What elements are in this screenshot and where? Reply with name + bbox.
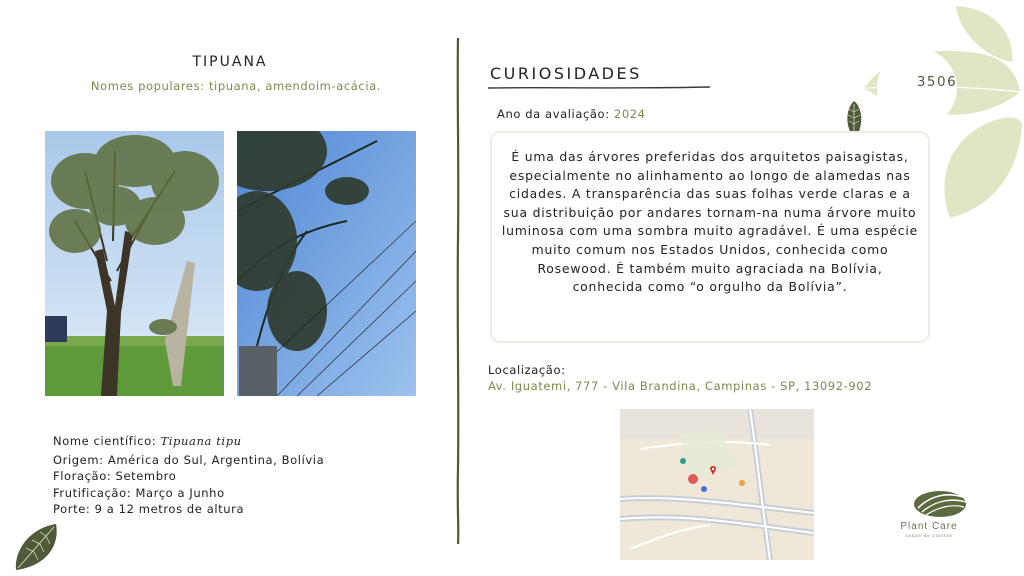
- origin-row: Origem: América do Sul, Argentina, Bolívia: [53, 452, 325, 467]
- curiosities-title: CURIOSIDADES: [490, 64, 642, 83]
- fruiting-row: Frutificação: Março a Junho: [53, 485, 225, 500]
- tree-photo-2: [237, 131, 416, 396]
- tree-facts: [53, 433, 324, 518]
- corner-leaf-icon: [12, 522, 60, 572]
- title-underline: [488, 85, 710, 91]
- tree-photo-1: [45, 131, 224, 396]
- popular-names-value: tipuana, amendoim-acácia.: [208, 79, 382, 93]
- brand-tagline: saúde de plantas: [905, 533, 953, 538]
- flowering-row: Floração: Setembro: [53, 469, 177, 483]
- location-map[interactable]: [620, 409, 814, 560]
- curiosities-text: É uma das árvores preferidas dos arquitetos paisagistas, especialmente no alinhamento ao longo de alamedas nas cidades. A transparência das suas folhas verde claras e a sua distribuição por andares tornam-na numa árvore muito luminosa com uma sombra muito agradável. É uma espécie muito comum nos Estados Unidos, conhecida como Rosewood. É também muito agraciada na Bolívia, conhecida como “o orgulho da Bolívia”.: [501, 149, 919, 295]
- evaluation-year-label: Ano da avaliação:: [497, 107, 610, 121]
- scientific-name-row: [53, 433, 324, 450]
- popular-names: [0, 79, 472, 93]
- popular-names-label: Nomes populares:: [90, 79, 205, 93]
- column-divider: [455, 38, 461, 544]
- plant-care-logo-icon: [912, 488, 970, 520]
- size-row: Porte: 9 a 12 metros de altura: [53, 502, 245, 516]
- scientific-name-label: Nome científico:: [53, 434, 157, 448]
- location-label: Localização:: [488, 363, 566, 377]
- brand-name: Plant Care: [900, 521, 958, 532]
- evaluation-number-badge: 3506: [916, 74, 958, 90]
- scientific-name-value: Tipuana tipu: [160, 434, 242, 448]
- location-address: Av. Iguatemi, 777 - Vila Brandina, Campinas - SP, 13092-902: [488, 379, 873, 393]
- evaluation-year-value: 2024: [613, 107, 646, 121]
- evaluation-year: [497, 107, 646, 121]
- tree-name-title: TIPUANA: [192, 54, 268, 70]
